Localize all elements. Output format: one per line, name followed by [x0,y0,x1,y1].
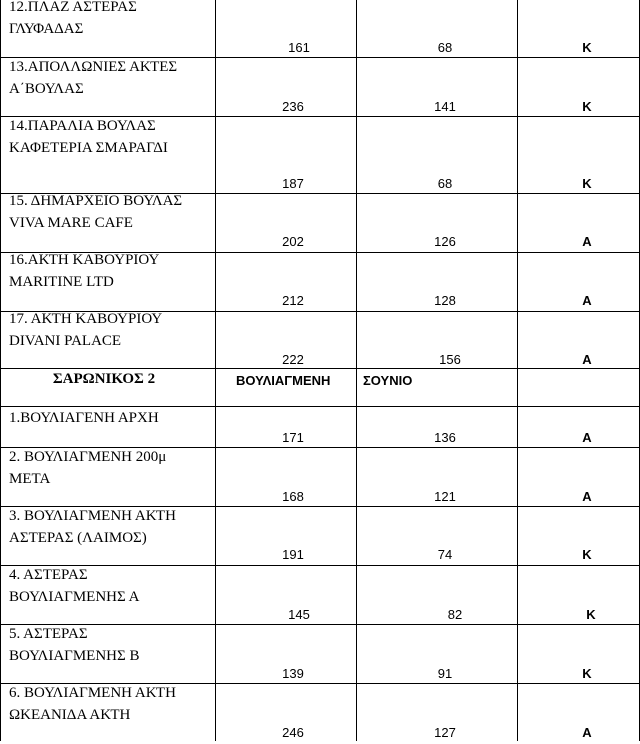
value-vouliagmeni: 168 [282,489,304,504]
beach-name: 13.ΑΠΟΛΛΩΝΙΕΣ ΑΚΤΕΣ Α΄ΒΟΥΛΑΣ [9,59,178,97]
table-row [1,194,639,253]
beach-name: 17. ΑΚΤΗ ΚΑΒΟΥΡΙΟΥ DIVANI PALACE [9,311,163,349]
grade: Α [582,489,592,504]
value-sounio: 136 [434,430,456,445]
value-sounio: 128 [434,293,456,308]
value-sounio: 74 [437,547,453,562]
column-header-sounio: ΣΟΥΝΙΟ [363,373,413,388]
value-sounio: 68 [437,176,453,191]
section-title: ΣΑΡΩΝΙΚΟΣ 2 [52,371,156,387]
grade: Κ [582,666,592,681]
value-vouliagmeni: 246 [282,725,304,740]
value-sounio: 127 [434,725,456,740]
table-row [1,58,639,117]
value-vouliagmeni: 222 [282,352,304,367]
beach-name: 12.ΠΛΑΖ ΑΣΤΕΡΑΣ ΓΛΥΦΑΔΑΣ [9,0,137,37]
table-row [1,407,639,448]
column-header-vouliagmeni: ΒΟΥΛΙΑΓΜΕΝΗ [236,373,331,388]
table-row [1,625,639,684]
table-row [1,507,639,566]
value-vouliagmeni: 145 [288,607,310,622]
value-vouliagmeni: 236 [282,99,304,114]
beach-name: 15. ΔΗΜΑΡΧΕΙΟ ΒΟΥΛΑΣ VIVA MARE CAFE [9,193,183,231]
beach-name: 2. ΒΟΥΛΙΑΓΜΕΝΗ 200μ ΜΕΤΑ [9,449,167,487]
beach-name: 6. ΒΟΥΛΙΑΓΜΕΝΗ ΑΚΤΗ ΩΚΕΑΝΙΔΑ ΑΚΤΗ [9,685,176,723]
value-sounio: 141 [434,99,456,114]
beach-name: 5. ΑΣΤΕΡΑΣ ΒΟΥΛΙΑΓΜΕΝΗΣ Β [9,626,140,664]
table-row [1,312,639,369]
grade: Α [582,234,592,249]
value-vouliagmeni: 171 [282,430,304,445]
beach-name: 1.ΒΟΥΛΙΑΓΕΝΗ ΑΡΧΗ [9,410,159,426]
section-header-row [1,369,639,407]
value-sounio: 82 [447,607,463,622]
value-vouliagmeni: 139 [282,666,304,681]
grade: Κ [586,607,596,622]
value-sounio: 121 [434,489,456,504]
beach-name: 3. ΒΟΥΛΙΑΓΜΕΝΗ ΑΚΤΗ ΑΣΤΕΡΑΣ (ΛΑΙΜΟΣ) [9,508,176,546]
grade: Κ [582,40,592,55]
value-sounio: 156 [439,352,461,367]
table-row [1,253,639,312]
table-row [1,566,639,625]
value-sounio: 91 [437,666,453,681]
grade: Κ [582,176,592,191]
grade: Κ [582,547,592,562]
beach-name: 14.ΠΑΡΑΛΙΑ ΒΟΥΛΑΣ ΚΑΦΕΤΕΡΙΑ ΣΜΑΡΑΓΔΙ [9,118,168,156]
value-vouliagmeni: 191 [282,547,304,562]
beach-name: 16.ΑΚΤΗ ΚΑΒΟΥΡΙΟΥ MARITINE LTD [9,252,160,290]
grade: Α [582,293,592,308]
grade: Κ [582,99,592,114]
value-sounio: 126 [434,234,456,249]
value-sounio: 68 [437,40,453,55]
table-row [1,448,639,507]
beach-name: 4. ΑΣΤΕΡΑΣ ΒΟΥΛΙΑΓΜΕΝΗΣ Α [9,567,140,605]
value-vouliagmeni: 161 [288,40,310,55]
value-vouliagmeni: 202 [282,234,304,249]
table-row [1,684,639,744]
table-row [1,117,639,194]
grade: Α [582,352,592,367]
grade: Α [582,430,592,445]
grade: Α [582,725,592,740]
table-row [1,0,639,58]
value-vouliagmeni: 212 [282,293,304,308]
value-vouliagmeni: 187 [282,176,304,191]
